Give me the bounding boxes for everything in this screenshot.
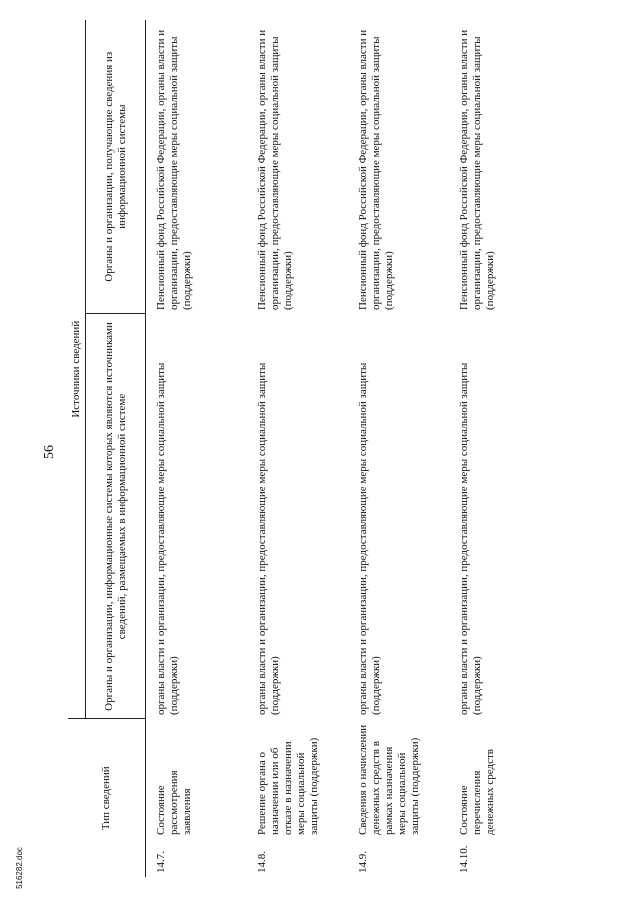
row-number: 14.8. [256,851,268,873]
rotated-table-container [68,20,568,877]
table-row [146,20,248,877]
data-table [68,20,550,877]
row-source: органы власти и организации, предоставляющие меры социальной защиты (поддержки) [155,362,180,715]
header-type: Тип сведений [68,719,146,877]
row-number: 14.7. [155,851,167,873]
table-row [449,20,550,877]
row-type: Решение органа о назначении или об отказе в назначении меры социальной защиты (поддержки) [256,737,320,835]
header-sources: Источники сведений [68,20,86,719]
row-receiver: Пенсионный фонд Российской Федерации, органы власти и организации, предоставляющие меры социальной защиты (поддержки) [458,29,496,310]
row-source: органы власти и организации, предоставляющие меры социальной защиты (поддержки) [256,362,281,715]
header-source-orgs: Органы и организации, информационные системы которых являются источниками сведений, размещаемых в информационной системе [86,314,146,719]
row-receiver: Пенсионный фонд Российской Федерации, органы власти и организации, предоставляющие меры социальной защиты (поддержки) [256,29,294,310]
row-number: 14.9. [357,851,369,873]
row-source: органы власти и организации, предоставляющие меры социальной защиты (поддержки) [458,362,483,715]
row-receiver: Пенсионный фонд Российской Федерации, органы власти и организации, предоставляющие меры социальной защиты (поддержки) [357,29,395,310]
header-receivers: Органы и организации, получающие сведения из информационной системы [86,20,146,314]
row-type: Состояние рассмотрения заявления [155,770,193,835]
table-row [247,20,348,877]
row-source: органы власти и организации, предоставляющие меры социальной защиты (поддержки) [357,362,382,715]
table-row [348,20,449,877]
row-type: Сведения о начислении денежных средств в рамках назначения меры социальной защиты (поддержки) [357,724,421,835]
row-type: Состояние перечисления денежных средств [458,749,496,835]
row-receiver: Пенсионный фонд Российской Федерации, органы власти и организации, предоставляющие меры социальной защиты (поддержки) [155,29,193,310]
row-number: 14.10. [458,845,470,873]
document-filename: 516282.doc [15,847,24,889]
page-number: 56 [42,445,57,459]
